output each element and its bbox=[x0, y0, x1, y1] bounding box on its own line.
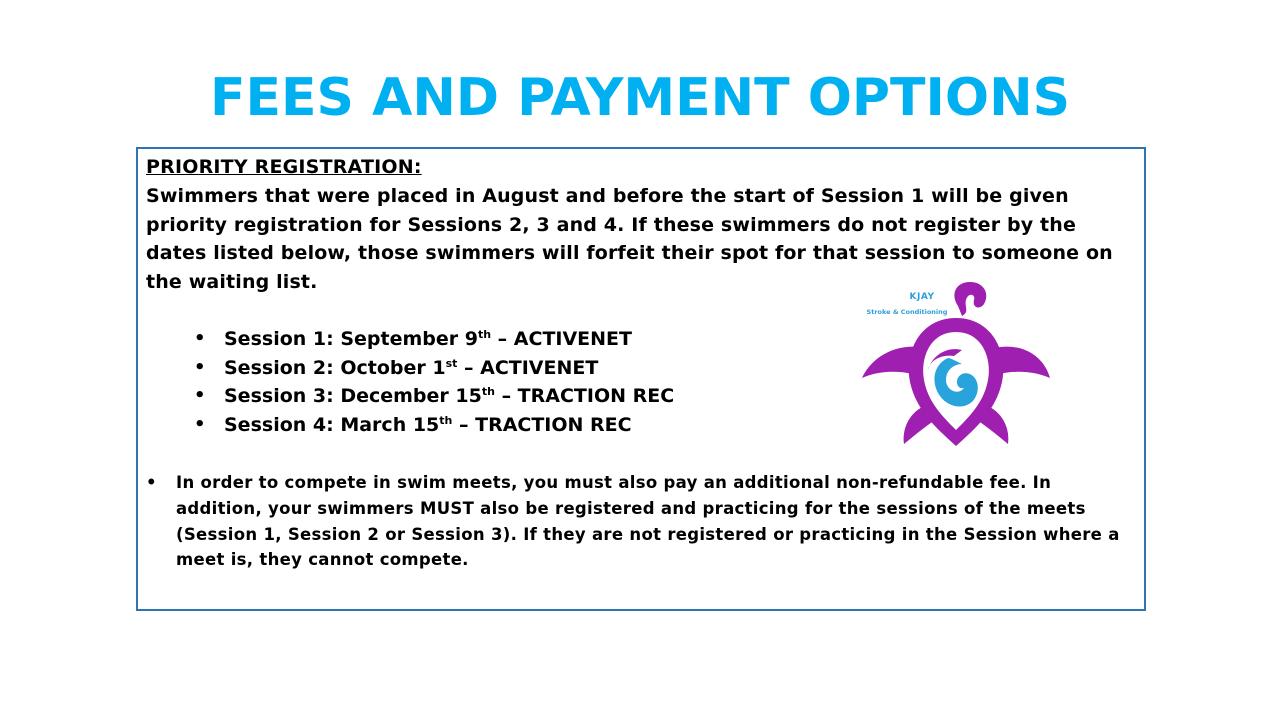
priority-intro: Swimmers that were placed in August and before the start of Session 1 will be given priority registration for Sessions 2, 3 and 4. If these swimmers do not register by the dates listed below, those swimmers will forfeit their spot for that session to someone on the waiting list. bbox=[146, 185, 1113, 293]
list-item bbox=[194, 325, 674, 354]
meet-fee-text: In order to compete in swim meets, you must also pay an additional non-refundable fee. In addition, your swimmers MUST also be registered and practicing for the sessions of the meets (Session 1, Session 2 or Session 3). If they are not registered or practicing in the Session where a meet is, they cannot compete. bbox=[176, 473, 1120, 570]
logo bbox=[858, 278, 1054, 450]
ordinal-suffix: th bbox=[481, 385, 495, 399]
ordinal-suffix: th bbox=[439, 413, 453, 427]
list-item bbox=[194, 382, 674, 411]
brand-tagline: Stroke & Conditioning bbox=[866, 308, 948, 316]
bullet-icon: • bbox=[146, 473, 157, 492]
bullet-icon: • bbox=[194, 385, 206, 407]
session-label: Session 3: December 15 bbox=[224, 385, 482, 408]
list-item bbox=[194, 354, 674, 383]
meet-fee-note bbox=[146, 470, 1136, 573]
bullet-icon: • bbox=[194, 413, 206, 435]
page-title: FEES AND PAYMENT OPTIONS bbox=[209, 68, 1071, 128]
session-platform: – TRACTION REC bbox=[452, 413, 632, 436]
session-platform: – ACTIVENET bbox=[491, 328, 632, 350]
bullet-icon: • bbox=[194, 328, 206, 349]
ordinal-suffix: th bbox=[477, 328, 492, 341]
session-platform: – TRACTION REC bbox=[494, 385, 675, 408]
session-label: Session 2: October 1 bbox=[224, 356, 446, 379]
session-platform: – ACTIVENET bbox=[457, 356, 599, 379]
bullet-icon: • bbox=[194, 356, 206, 378]
session-label: Session 4: March 15 bbox=[224, 413, 440, 436]
list-item bbox=[194, 411, 674, 440]
ordinal-suffix: st bbox=[445, 356, 458, 370]
sea-turtle-icon bbox=[858, 278, 1054, 450]
brand-name: KJAY bbox=[909, 292, 935, 302]
session-label: Session 1: September 9 bbox=[224, 328, 478, 350]
priority-heading: PRIORITY REGISTRATION: bbox=[146, 156, 422, 178]
session-list bbox=[194, 325, 674, 439]
